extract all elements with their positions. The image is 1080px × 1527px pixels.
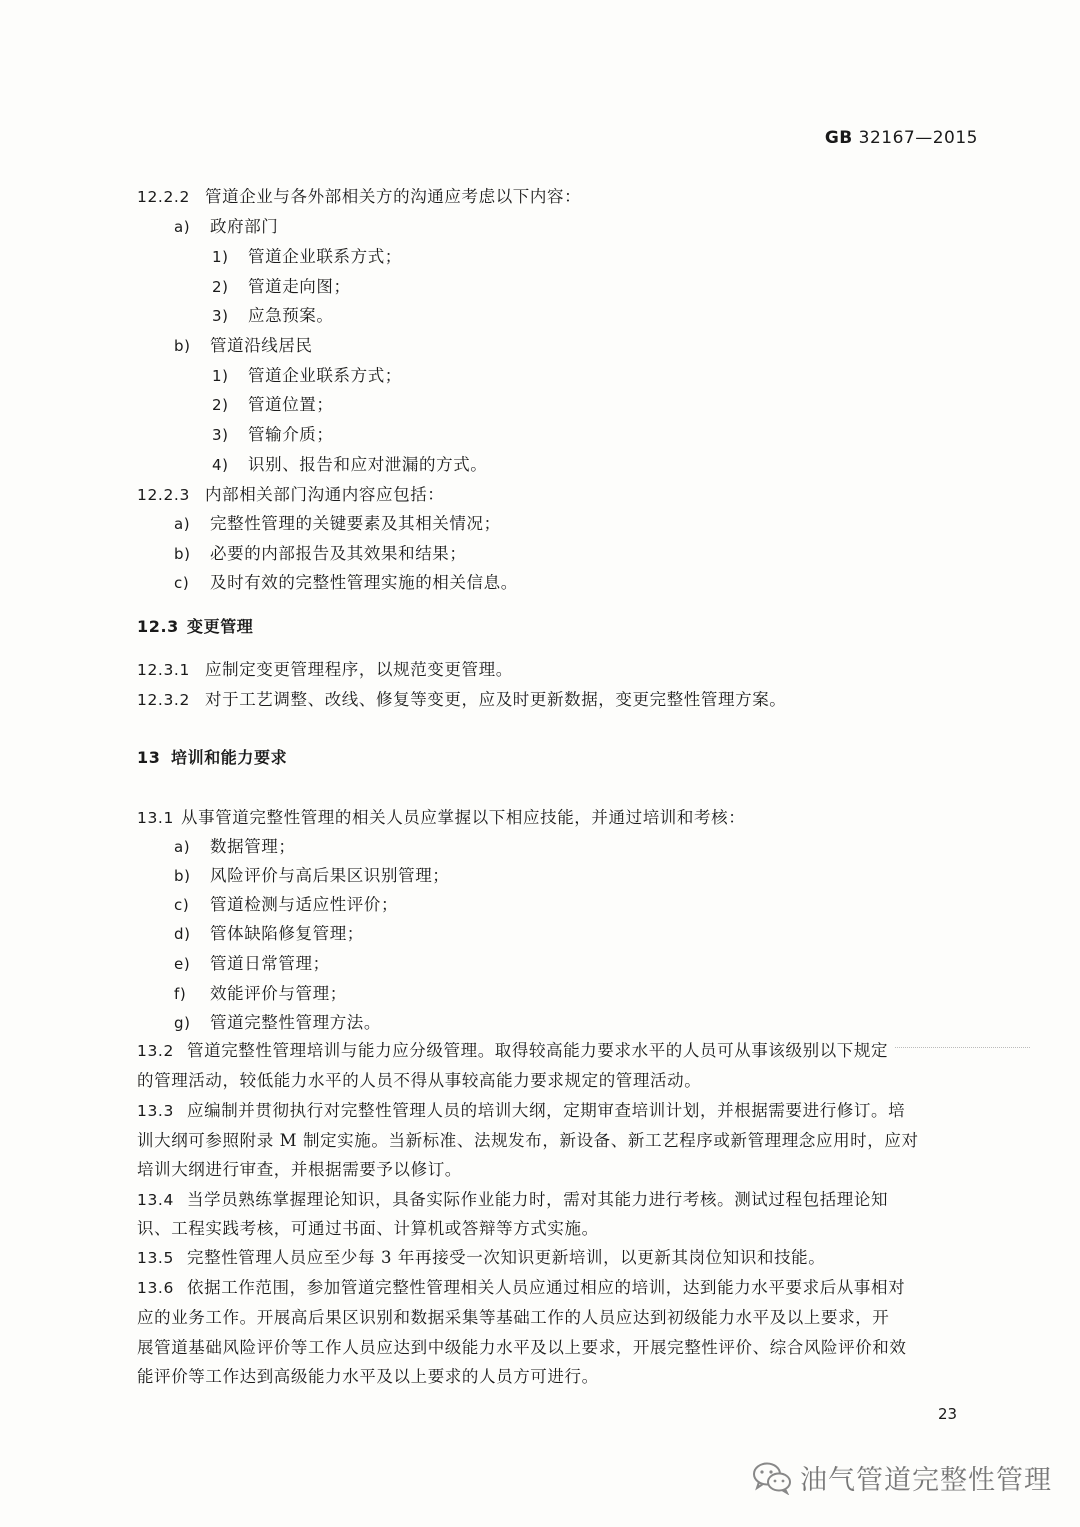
clause-13-6-line-1: 13.6 依据工作范围，参加管道完整性管理相关人员应通过相应的培训，达到能力水平要求后从事相对: [137, 1278, 906, 1297]
watermark-text: 油气管道完整性管理: [800, 1465, 1052, 1496]
list-item-a1: 1) 管道企业联系方式；: [212, 247, 402, 266]
clause-12-2-2: 12.2.2 管道企业与各外部相关方的沟通应考虑以下内容：: [137, 187, 582, 206]
list-item-c-a: a) 完整性管理的关键要素及其相关情况；: [174, 514, 501, 533]
wechat-icon: [752, 1461, 792, 1495]
list-item-t-c: c) 管道检测与适应性评价；: [174, 895, 399, 914]
list-item-t-a: a) 数据管理；: [174, 837, 296, 856]
list-item-t-f: f) 效能评价与管理；: [174, 984, 347, 1003]
clause-12-3-1: 12.3.1 应制定变更管理程序，以规范变更管理。: [137, 660, 513, 679]
standard-number: 32167—2015: [852, 128, 978, 148]
list-item-a3: 3) 应急预案。: [212, 306, 334, 325]
clause-13-4-line-1: 13.4 当学员熟练掌握理论知识，具备实际作业能力时，需对其能力进行考核。测试过程包括理论知: [137, 1190, 889, 1209]
standard-code: [825, 128, 978, 148]
clause-13-6-line-4: 能评价等工作达到高级能力水平及以上要求的人员方可进行。: [137, 1367, 599, 1386]
clause-13-5: 13.5 完整性管理人员应至少每 3 年再接受一次知识更新培训，以更新其岗位知识和技能。: [137, 1248, 826, 1267]
list-item-b2: 2) 管道位置；: [212, 395, 334, 414]
scan-dotted-line: [895, 1047, 1030, 1048]
list-item-c-b: b) 必要的内部报告及其效果和结果；: [174, 544, 467, 563]
watermark: [752, 1458, 1052, 1497]
clause-13-2-line-2: 的管理活动，较低能力水平的人员不得从事较高能力要求规定的管理活动。: [137, 1071, 702, 1090]
section-heading-12-3: 12.3 变更管理: [137, 617, 254, 636]
page-number: 23: [938, 1405, 958, 1423]
clause-13-4-line-2: 识、工程实践考核，可通过书面、计算机或答辩等方式实施。: [137, 1219, 599, 1238]
clause-13-2-line-1: 13.2 管道完整性管理培训与能力应分级管理。取得较高能力要求水平的人员可从事该级别以下规定: [137, 1041, 889, 1060]
clause-13-6-line-3: 展管道基础风险评价等工作人员应达到中级能力水平及以上要求，开展完整性评价、综合风险评价和效: [137, 1338, 907, 1357]
clause-13-3-line-1: 13.3 应编制并贯彻执行对完整性管理人员的培训大纲，定期审查培训计划，并根据需要进行修订。培: [137, 1101, 906, 1120]
clause-13-3-line-2: 训大纲可参照附录 M 制定实施。当新标准、法规发布，新设备、新工艺程序或新管理理念应用时，应对: [137, 1131, 919, 1150]
list-item-b1: 1) 管道企业联系方式；: [212, 366, 402, 385]
list-item-t-d: d) 管体缺陷修复管理；: [174, 924, 364, 943]
list-item-b4: 4) 识别、报告和应对泄漏的方式。: [212, 455, 488, 474]
section-heading-13: 13 培训和能力要求: [137, 748, 288, 767]
list-item-b3: 3) 管输介质；: [212, 425, 334, 444]
list-item-t-g: g) 管道完整性管理方法。: [174, 1013, 381, 1032]
clause-12-3-2: 12.3.2 对于工艺调整、改线、修复等变更，应及时更新数据，变更完整性管理方案。: [137, 690, 787, 709]
clause-13-6-line-2: 应的业务工作。开展高后果区识别和数据采集等基础工作的人员应达到初级能力水平及以上要求，开: [137, 1308, 890, 1327]
clause-12-2-3: 12.2.3 内部相关部门沟通内容应包括：: [137, 485, 445, 504]
clause-13-1: 13.1 从事管道完整性管理的相关人员应掌握以下相应技能，并通过培训和考核：: [137, 808, 746, 827]
list-item-c-c: c) 及时有效的完整性管理实施的相关信息。: [174, 573, 518, 592]
list-item-a: a) 政府部门: [174, 217, 279, 236]
clause-13-3-line-3: 培训大纲进行审查，并根据需要予以修订。: [137, 1160, 462, 1179]
list-item-b: b) 管道沿线居民: [174, 336, 313, 355]
list-item-t-e: e) 管道日常管理；: [174, 954, 330, 973]
list-item-t-b: b) 风险评价与高后果区识别管理；: [174, 866, 450, 885]
standard-prefix: GB: [824, 128, 853, 148]
list-item-a2: 2) 管道走向图；: [212, 277, 351, 296]
